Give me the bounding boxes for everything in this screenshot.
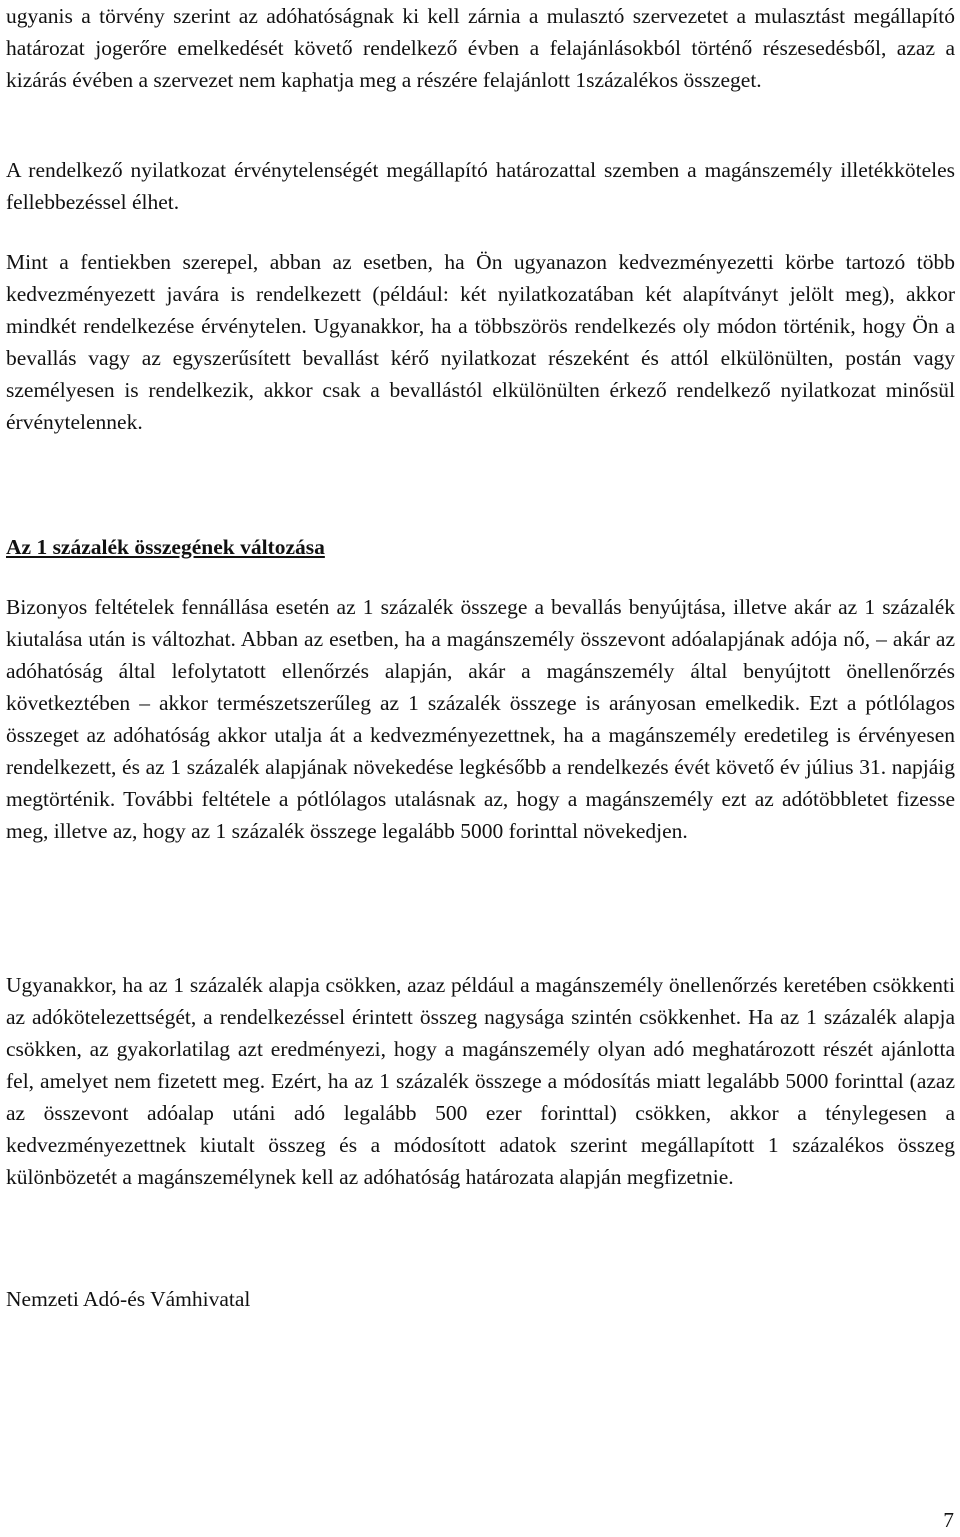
page-number: 7 [943, 1508, 954, 1532]
paragraph-multiple-declarations: Mint a fentiekben szerepel, abban az esetben, ha Ön ugyanazon kedvezményezetti körbe tartozó több kedvezményezett javára is rendelkezett (például: két nyilatkozatában két alapítványt jelölt meg), akkor mindkét rendelkezése érvénytelen. Ugyanakkor, ha a többszörös rendelkezés oly módon történik, hogy Ön a bevallás vagy az egyszerűsített bevallást kérő nyilatkozat részeként és attól elkülönülten, postán vagy személyesen is rendelkezik, akkor csak a bevallástól elkülönülten érkező rendelkező nyilatkozat minősül érvénytelennek. [6, 250, 955, 434]
paragraph-amount-increase: Bizonyos feltételek fennállása esetén az 1 százalék összege a bevallás benyújtása, illetve akár az 1 százalék kiutalása után is változhat. Abban az esetben, ha a magánszemély összevont adóalapjának adója nő, – akár az adóhatóság által lefolytatott ellenőrzés alapján, akár a magánszemély által benyújtott önellenőrzés következtében – akkor természetszerűleg az 1 százalék összege is arányosan emelkedik. Ezt a pótlólagos összeget az adóhatóság akkor utalja át a kedvezményezettnek, ha a magánszemély eredetileg is érvényesen rendelkezett, és az 1 százalék alapjának növekedése legkésőbb a rendelkezés évét követő év július 31. napjáig megtörténik. További feltétele a pótlólagos utalásnak az, hogy a magánszemély ezt az adótöbbletet fizesse meg, illetve az, hogy az 1 százalék összege legalább 5000 forinttal növekedjen. [6, 595, 955, 843]
section-heading: Az 1 százalék összegének változása [6, 535, 325, 559]
paragraph-appeal: A rendelkező nyilatkozat érvénytelenségét megállapító határozattal szemben a magánszemély illetékköteles fellebbezéssel élhet. [6, 158, 955, 214]
paragraph-disqualification: ugyanis a törvény szerint az adóhatóságnak ki kell zárnia a mulasztó szervezetet a mulasztást megállapító határozat jogerőre emelkedését követő rendelkező évben a felajánlásokból történő részesedésből, azaz a kizárás évében a szervezet nem kaphatja meg a részére felajánlott 1százalékos összeget. [6, 4, 955, 92]
paragraph-amount-decrease: Ugyanakkor, ha az 1 százalék alapja csökken, azaz például a magánszemély önellenőrzés keretében csökkenti az adókötelezettségét, a rendelkezéssel érintett összeg nagysága szintén csökkenhet. Ha az 1 százalék alapja csökken, az gyakorlatilag azt eredményezi, hogy a magánszemély olyan adó meghatározott részét ajánlotta fel, amelyet nem fizetett meg. Ezért, ha az 1 százalék összege a módosítás miatt legalább 5000 forinttal (azaz az összevont adóalap utáni adó legalább 500 ezer forinttal) csökken, akkor a ténylegesen a kedvezményezettnek kiutalt összeg és a módosított adatok szerint megállapított 1 százalékos összeg különbözetét a magánszemélynek kell az adóhatóság határozata alapján megfizetnie. [6, 973, 955, 1189]
signature: Nemzeti Adó-és Vámhivatal [6, 1287, 251, 1311]
